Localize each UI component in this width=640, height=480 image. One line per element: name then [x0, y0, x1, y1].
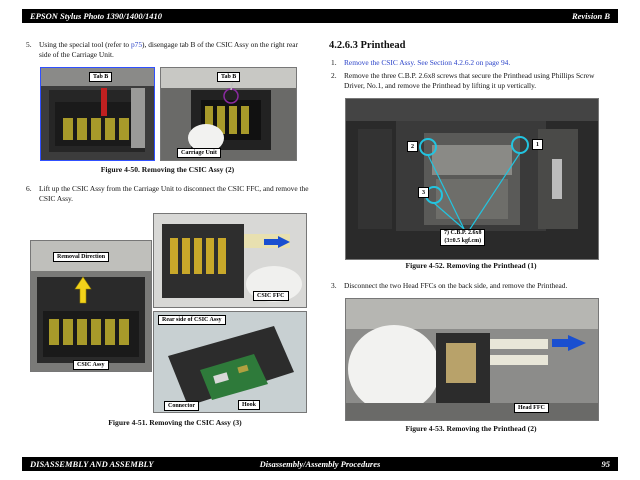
- p75-link[interactable]: p75: [130, 40, 143, 49]
- label-hook: Hook: [238, 400, 260, 410]
- label-head-ffc: Head FFC: [514, 403, 549, 413]
- header-title: EPSON Stylus Photo 1390/1400/1410: [30, 11, 163, 21]
- csic-section-link[interactable]: Remove the CSIC Assy. See Section 4.2.6.2 on page 94.: [344, 58, 511, 67]
- figure-4-51-photo-right-top: [153, 213, 307, 308]
- figure-4-50-photo-left: [40, 67, 155, 161]
- footer-section: DISASSEMBLY AND ASSEMBLY: [30, 459, 154, 469]
- screw-tag-2: 2: [407, 141, 418, 152]
- screw-tag-1: 1: [532, 139, 543, 150]
- label-connector: Connector: [164, 401, 199, 411]
- label-csic-assy: CSIC Assy: [73, 360, 109, 370]
- label-carriage-unit: Carriage Unit: [177, 148, 221, 158]
- figure-4-53-caption: Figure 4-53. Removing the Printhead (2): [405, 424, 537, 433]
- figure-4-50-photo-right: [160, 67, 297, 161]
- label-tab-b-left: Tab B: [89, 72, 112, 82]
- figure-4-50-caption: Figure 4-50. Removing the CSIC Assy (2): [100, 165, 235, 174]
- label-removal-direction: Removal Direction: [53, 252, 109, 262]
- figure-4-51-caption: Figure 4-51. Removing the CSIC Assy (3): [108, 418, 242, 427]
- figure-4-53-photo: [345, 298, 599, 421]
- csic-rear-photo: [154, 312, 306, 412]
- printhead-ffc-photo: [346, 299, 598, 420]
- figure-4-51-photo-left: [30, 240, 152, 372]
- section-heading: 4.2.6.3 Printhead: [329, 40, 406, 51]
- label-csic-ffc: CSIC FFC: [253, 291, 289, 301]
- screw-spec-label: 7) C.B.P. 2.6x8 (3±0.5 kgf.cm): [440, 229, 485, 246]
- header-revision: Revision B: [571, 11, 610, 21]
- label-rear-side: Rear side of CSIC Assy: [158, 315, 226, 325]
- figure-4-52-caption: Figure 4-52. Removing the Printhead (1): [405, 261, 537, 270]
- page-footer: [22, 457, 618, 471]
- figure-4-52-photo: [345, 98, 599, 260]
- screw-tag-3: 3: [418, 187, 429, 198]
- footer-page-number: 95: [601, 459, 610, 469]
- figure-4-51-photo-right-bottom: [153, 311, 307, 413]
- label-tab-b-right: Tab B: [217, 72, 240, 82]
- footer-chapter: Disassembly/Assembly Procedures: [259, 459, 381, 469]
- page-header: [22, 9, 618, 23]
